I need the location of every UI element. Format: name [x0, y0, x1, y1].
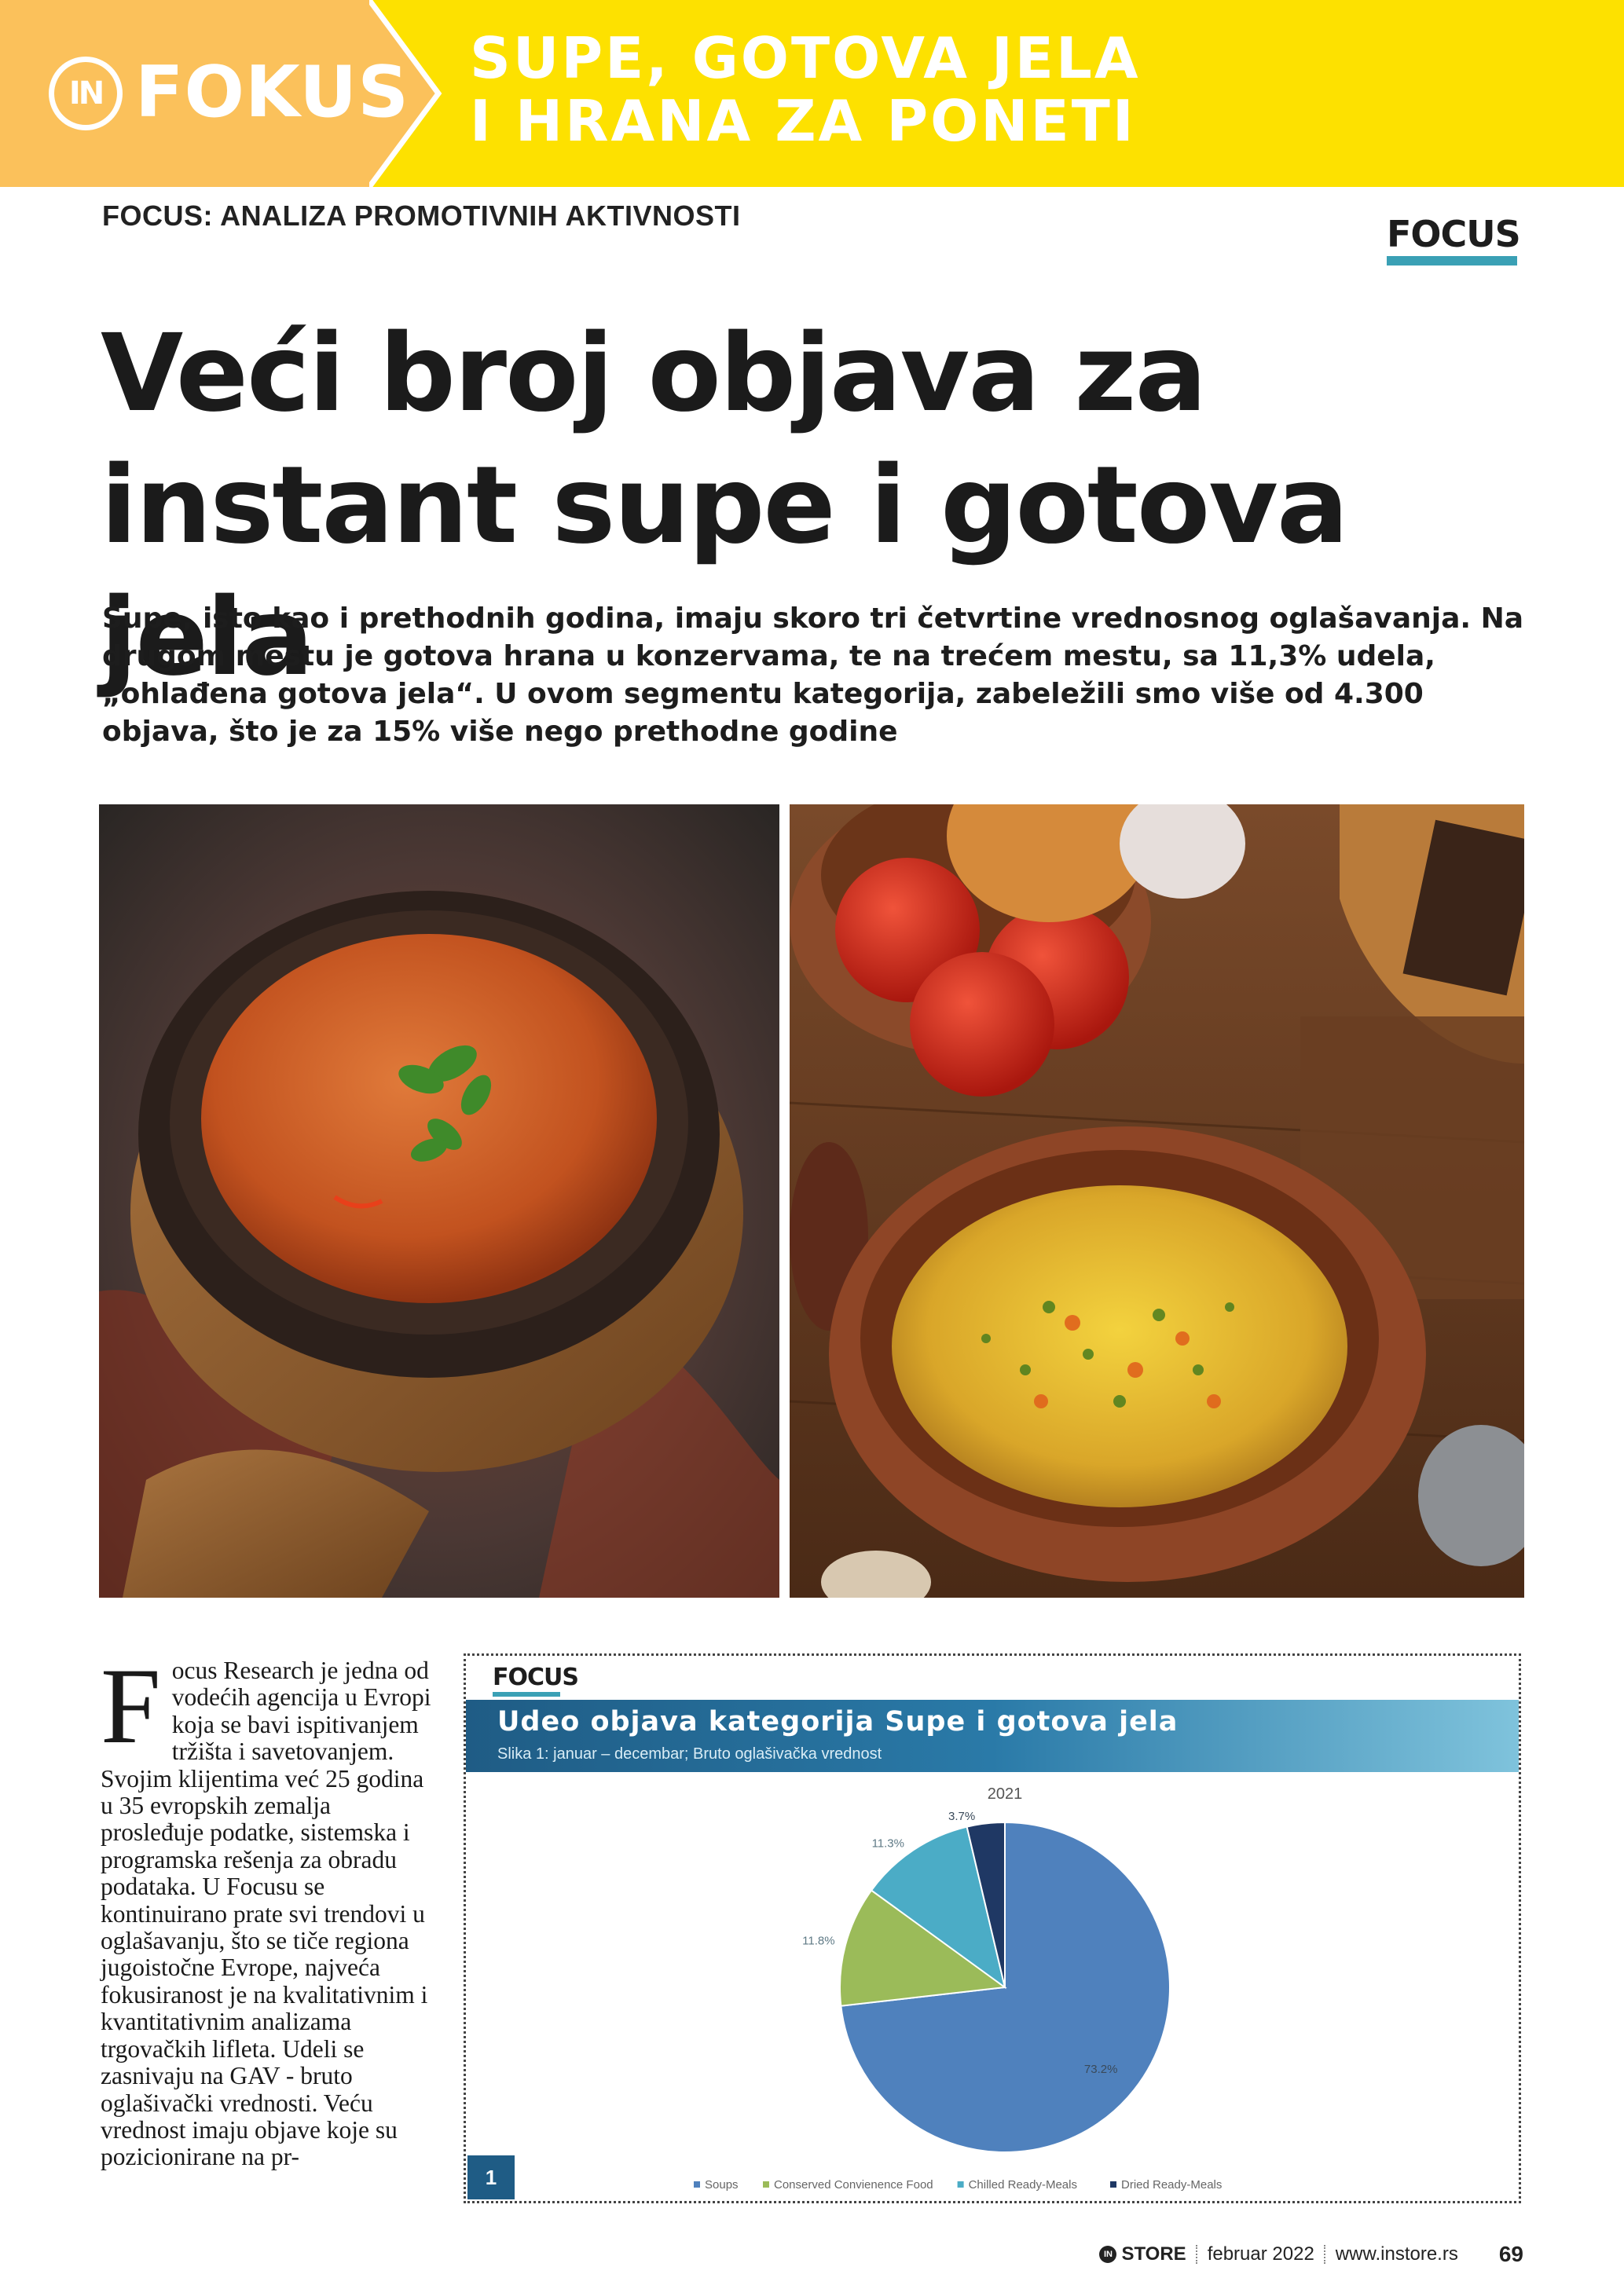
legend-swatch [763, 2181, 769, 2188]
footer-separator [1196, 2245, 1198, 2264]
chart-focus-logo-bar [493, 1692, 560, 1697]
pie-slice-label: 3.7% [948, 1810, 976, 1824]
drop-cap: F [101, 1646, 161, 1766]
legend-swatch [694, 2181, 700, 2188]
in-logo-icon: IN [49, 57, 123, 130]
body-paragraph: ocus Research je jedna od vodećih agencija u Evropi koja se bavi ispitivanjem tržišta i savetovanjem. Svojim klijentima već 25 godina u 35 evropskih zemalja prosleđuje podatke, sistemska i programska rešenja za obradu podataka. U Focusu se kontinuirano prate svi trendovi u oglašavanju, što se tiče regiona jugoistočne Evrope, najveća fokusiranost je na kvalitativnim i kvantitativnim analizama trgovačkih lifleta. Udeli se zasnivaju na GAV - bruto oglašivački vrednosti. Veću vrednost imaju objave koje su pozicionirane na pr- [101, 1657, 431, 2171]
legend-label: Soups [705, 2178, 739, 2192]
footer-issue: februar 2022 [1207, 2243, 1314, 2265]
chart-subtitle: Slika 1: januar – decembar; Bruto oglašivačka vrednost [497, 1745, 882, 1763]
legend-label: Conserved Convienence Food [774, 2178, 933, 2192]
headline-line2: instant supe i gotova jela [101, 444, 1347, 700]
pie-slice-label: 11.8% [802, 1934, 835, 1948]
legend-label: Dried Ready-Meals [1121, 2178, 1223, 2192]
figure-number: 1 [467, 2155, 515, 2199]
page-number: 69 [1498, 2242, 1523, 2266]
pie-slice-label: 73.2% [1083, 2063, 1118, 2077]
headline-line1: Veći broj objava za [101, 312, 1206, 436]
chart-focus-logo: FOCUS [493, 1664, 578, 1691]
footer-separator [1324, 2245, 1326, 2264]
legend-swatch [958, 2181, 964, 2188]
body-text [101, 1646, 440, 2171]
legend-label: Chilled Ready-Meals [968, 2178, 1078, 2192]
focus-logo-text: FOCUS [1387, 213, 1520, 255]
chart-year-label: 2021 [987, 1785, 1023, 1803]
in-mini-icon: IN [1099, 2246, 1116, 2263]
banner-title [470, 27, 1141, 152]
pie-slice-label: 11.3% [871, 1836, 904, 1851]
footer-url[interactable]: www.instore.rs [1335, 2243, 1458, 2265]
section-banner [0, 0, 1624, 187]
page-footer [1099, 2242, 1523, 2267]
chart-figure [464, 1653, 1521, 2203]
legend-swatch [1110, 2181, 1116, 2188]
kicker: FOCUS: ANALIZA PROMOTIVNIH AKTIVNOSTI [102, 200, 741, 232]
focus-logo [1387, 214, 1520, 269]
chart-title: Udeo objava kategorija Supe i gotova jela [497, 1706, 1179, 1738]
vegetable-soup-photo [790, 804, 1524, 1598]
banner-title-line2: I HRANA ZA PONETI [470, 88, 1136, 154]
section-label: FOKUS [135, 51, 410, 134]
banner-title-line1: SUPE, GOTOVA JELA [470, 25, 1141, 91]
focus-logo-bar [1387, 256, 1517, 265]
footer-brand [1099, 2243, 1186, 2265]
footer-brand-text: STORE [1121, 2243, 1186, 2265]
pie-chart [466, 1774, 1519, 2202]
lead-paragraph: Supe, isto kao i prethodnih godina, imaju skoro tri četvrtine vrednosnog oglašavanja. Na drugom mestu je gotova hrana u konzervama, te na trećem mestu, sa 11,3% udela, „ohlađena gotova jela“. U ovom segmentu kategorija, zabeležili smo više od 4.300 objava, što je za 15% više nego prethodne godine [102, 602, 1524, 748]
chart-header [466, 1700, 1519, 1772]
lentil-soup-photo [99, 804, 779, 1598]
